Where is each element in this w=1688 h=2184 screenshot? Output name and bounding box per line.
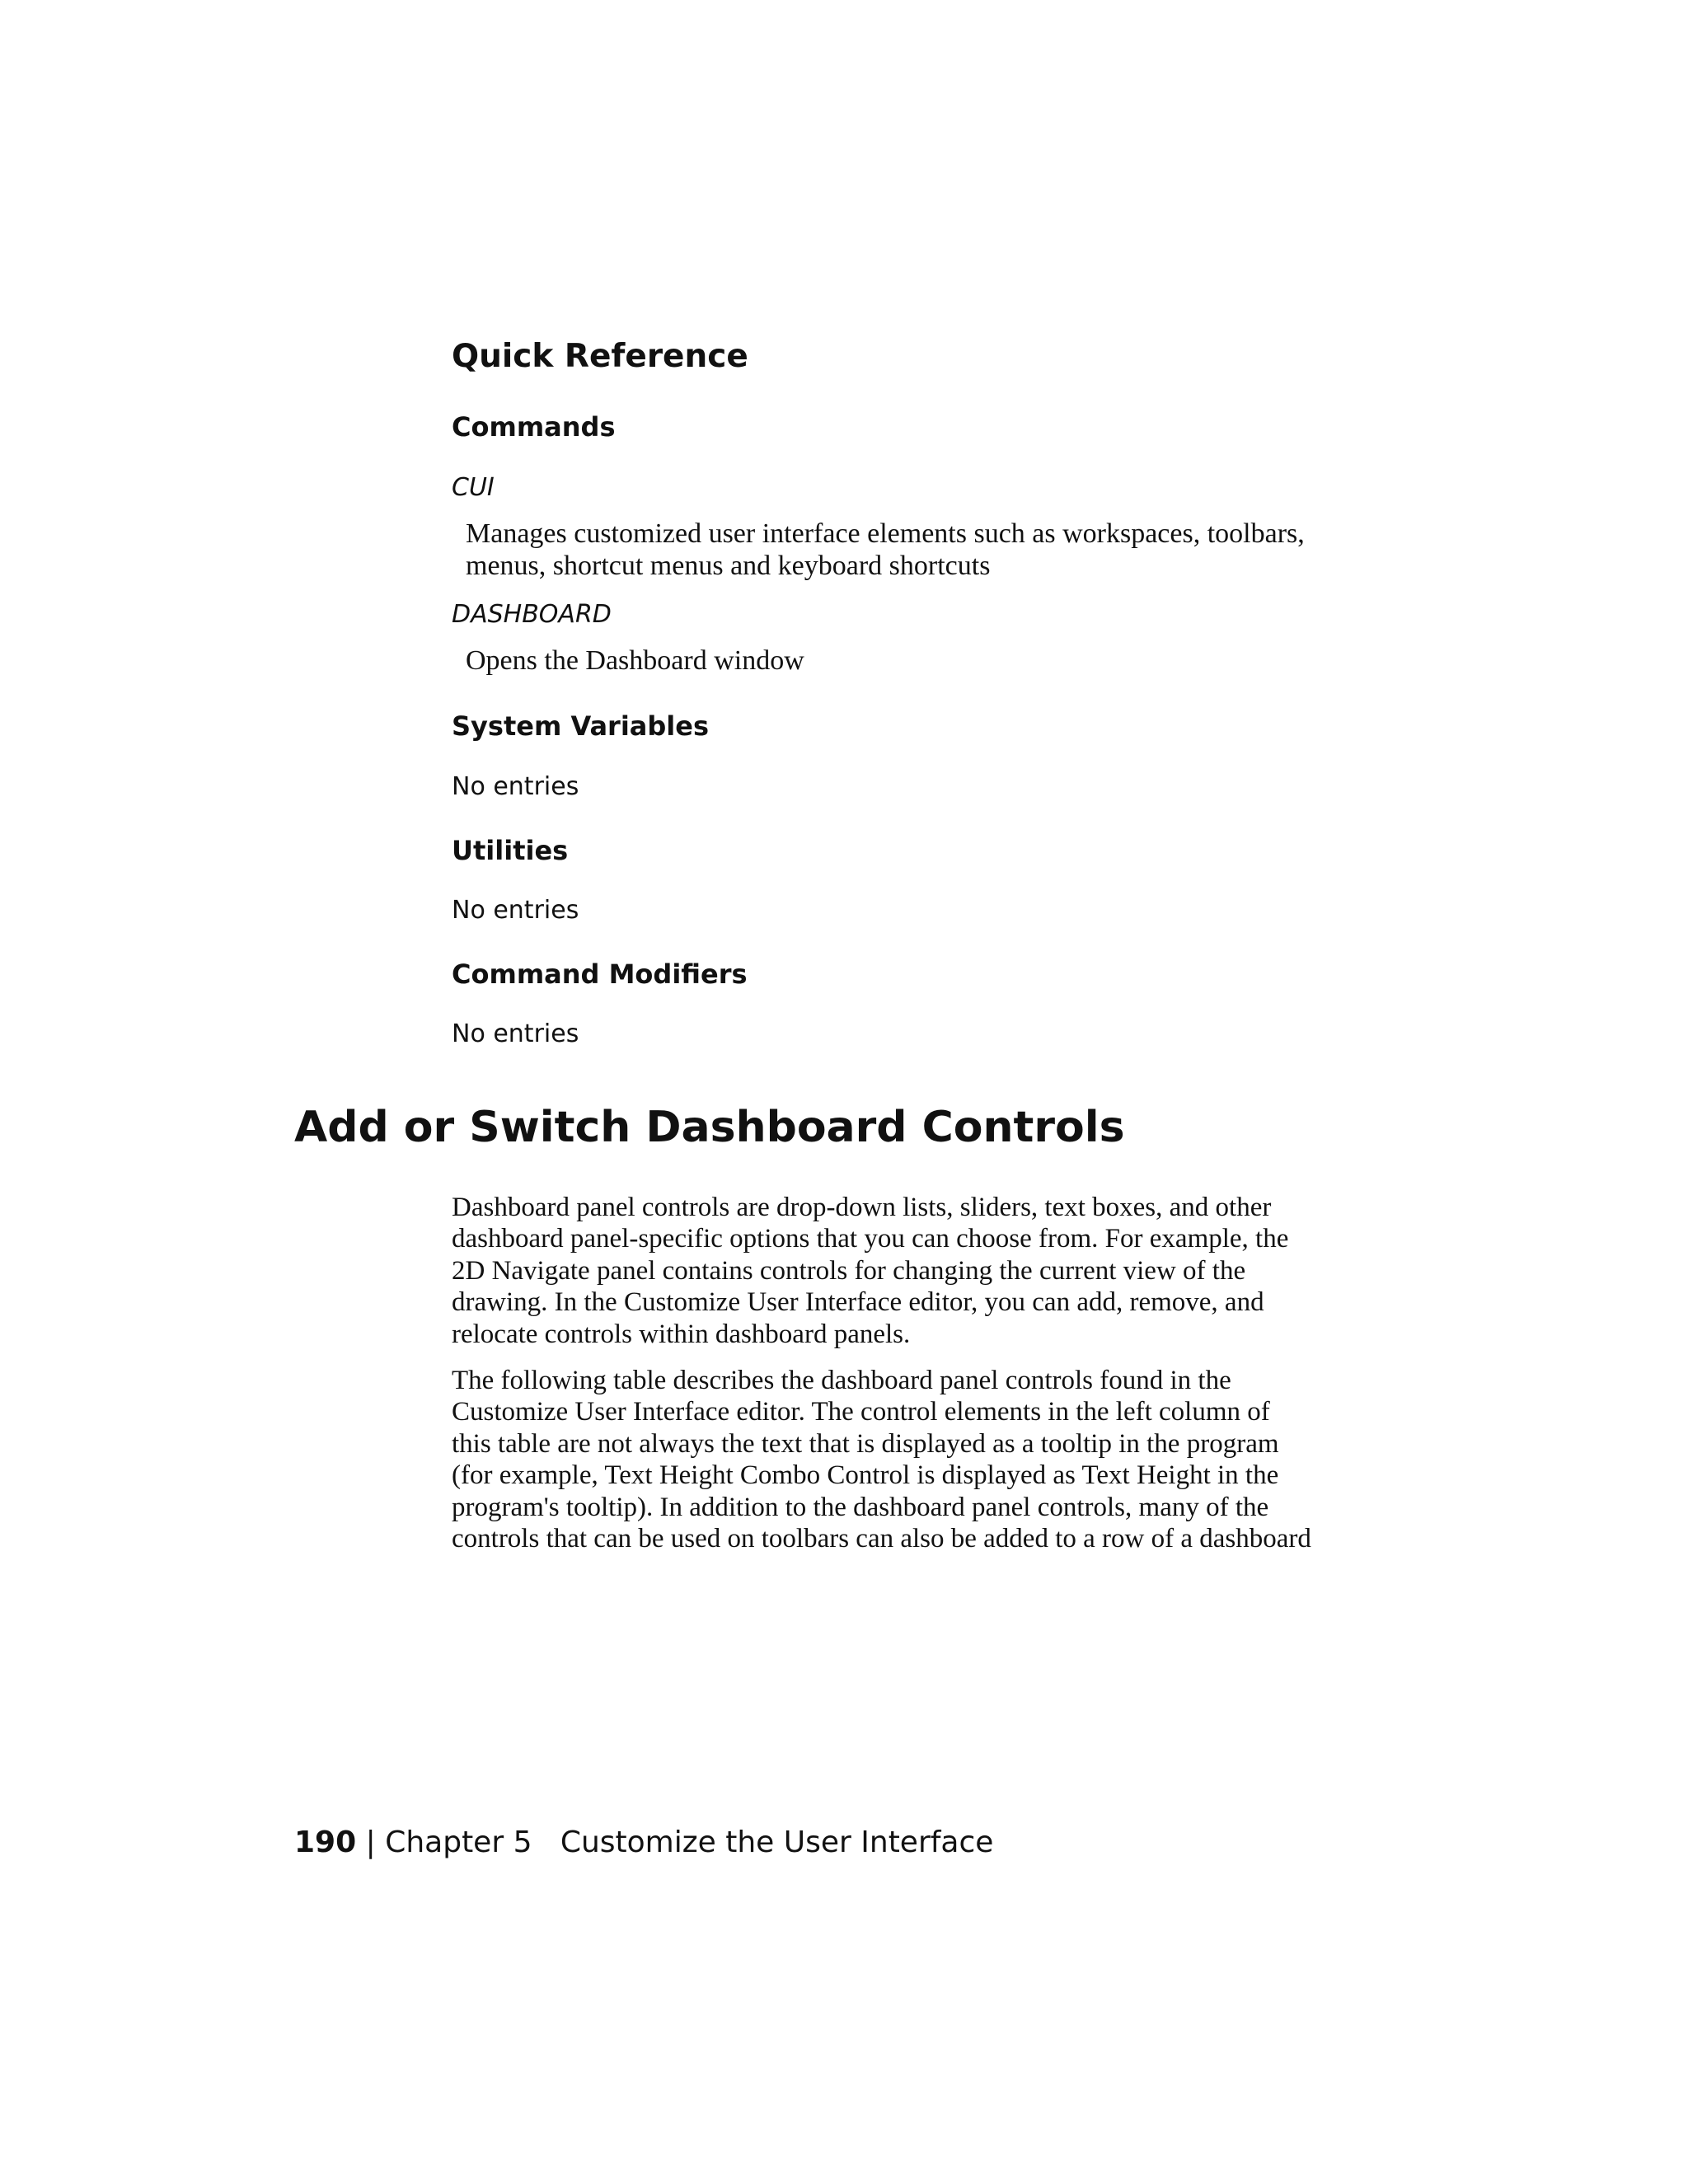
command-modifiers-text: No entries [452, 1019, 579, 1048]
text-line: menus, shortcut menus and keyboard shortcuts [466, 551, 991, 581]
system-variables-text: No entries [452, 772, 579, 801]
text-line: (for example, Text Height Combo Control is displayed as Text Height in the [452, 1460, 1279, 1491]
footer-separator: | [365, 1825, 376, 1859]
text-line: The following table describes the dashboard panel controls found in the [452, 1366, 1231, 1395]
command-description-dashboard: Opens the Dashboard window [466, 645, 804, 676]
text-line: Customize User Interface editor. The control elements in the left column of [452, 1397, 1270, 1427]
text-line: Dashboard panel controls are drop-down lists, sliders, text boxes, and other [452, 1193, 1272, 1222]
command-name-dashboard: DASHBOARD [452, 600, 612, 629]
quick-reference-heading: Quick Reference [452, 338, 748, 375]
text-line: relocate controls within dashboard panels. [452, 1319, 911, 1349]
utilities-heading: Utilities [452, 835, 569, 866]
footer-chapter: Chapter 5 [385, 1825, 532, 1859]
text-line: drawing. In the Customize User Interface editor, you can add, remove, and [452, 1287, 1264, 1318]
text-line: 2D Navigate panel contains controls for changing the current view of the [452, 1255, 1246, 1286]
text-line: this table are not always the text that is displayed as a tooltip in the program [452, 1428, 1279, 1459]
footer-chapter-title: Customize the User Interface [560, 1825, 994, 1859]
command-description-cui [466, 518, 1305, 582]
command-name-cui: CUI [452, 473, 495, 502]
text-line: dashboard panel-specific options that you can choose from. For example, the [452, 1224, 1289, 1254]
command-modifiers-heading: Command Modifiers [452, 958, 748, 990]
text-line: controls that can be used on toolbars can also be added to a row of a dashboard [452, 1524, 1311, 1554]
commands-heading: Commands [452, 411, 616, 443]
system-variables-heading: System Variables [452, 710, 710, 742]
utilities-text: No entries [452, 896, 579, 925]
text-line: Manages customized user interface elements such as workspaces, toolbars, [466, 518, 1305, 549]
paragraph-table-description [452, 1365, 1311, 1554]
text-line: program's tooltip). In addition to the dashboard panel controls, many of the [452, 1492, 1269, 1522]
page-footer [294, 1825, 993, 1859]
section-title: Add or Switch Dashboard Controls [294, 1103, 1125, 1152]
page-number: 190 [294, 1825, 357, 1859]
paragraph-intro [452, 1192, 1288, 1350]
